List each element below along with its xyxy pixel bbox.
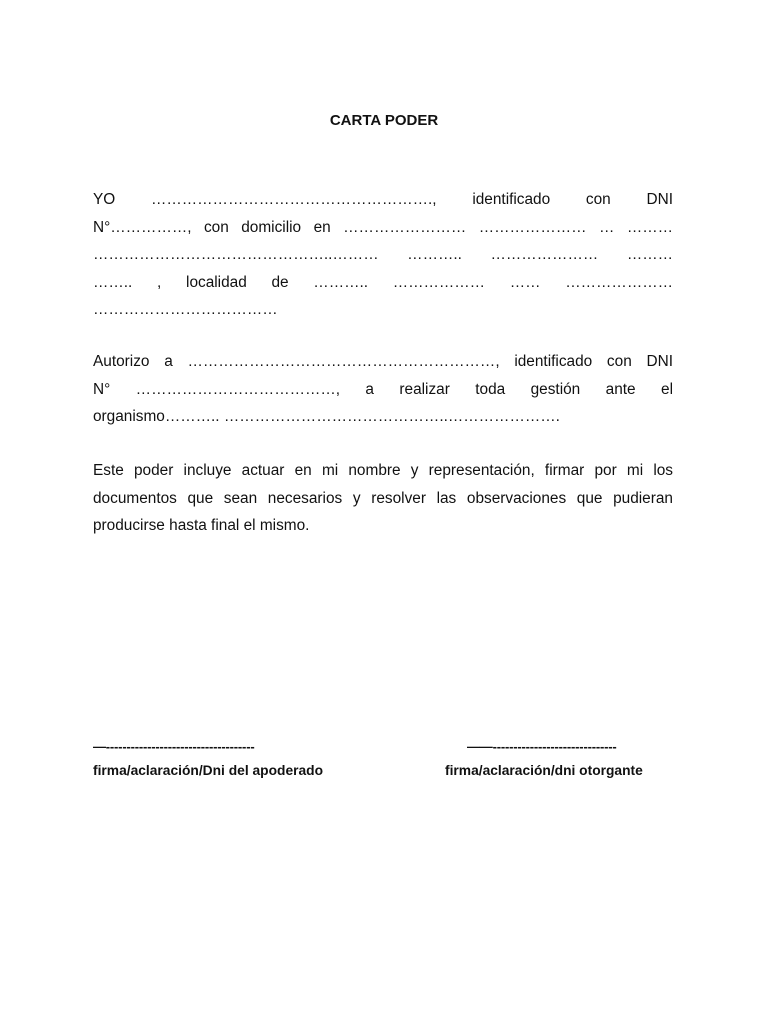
paragraph-line: Este poder incluye actuar en mi nombre y representación, firmar por mi los (93, 462, 673, 479)
signature-line-apoderado: —------------------------------------ (93, 739, 255, 754)
paragraph-line: N°……………, con domicilio en …………………… ………………… … ……… (93, 218, 673, 236)
document-title: CARTA PODER (329, 112, 439, 129)
paragraph-line: documentos que sean necesarios y resolver las observaciones que pudieran (93, 489, 673, 507)
paragraph-line: …….. , localidad de ……….. ……………… …… ………………… (93, 273, 673, 291)
paragraph-authorization (93, 348, 673, 431)
paragraph-scope (93, 457, 673, 540)
paragraph-line: N° …………………………………, a realizar toda gestión ante el (93, 380, 673, 398)
paragraph-line: ………………………………………..……… ……….. ………………… ……… (93, 246, 673, 264)
paragraph-line: YO ………………………………………………., identificado con DNI (93, 191, 673, 208)
signature-label-apoderado: firma/aclaración/Dni del apoderado (93, 763, 324, 778)
paragraph-line: organismo……….. ……………………………………..…………………. (93, 408, 560, 426)
paragraph-line: producirse hasta final el mismo. (93, 517, 310, 535)
signature-line-otorgante: ——------------------------------ (467, 739, 617, 754)
signature-label-otorgante: firma/aclaración/dni otorgante (445, 763, 643, 778)
paragraph-identity (93, 186, 673, 324)
paragraph-line: ……………………………… (93, 301, 278, 319)
paragraph-line: Autorizo a ……………………………………………………, identificado con DNI (93, 353, 673, 370)
